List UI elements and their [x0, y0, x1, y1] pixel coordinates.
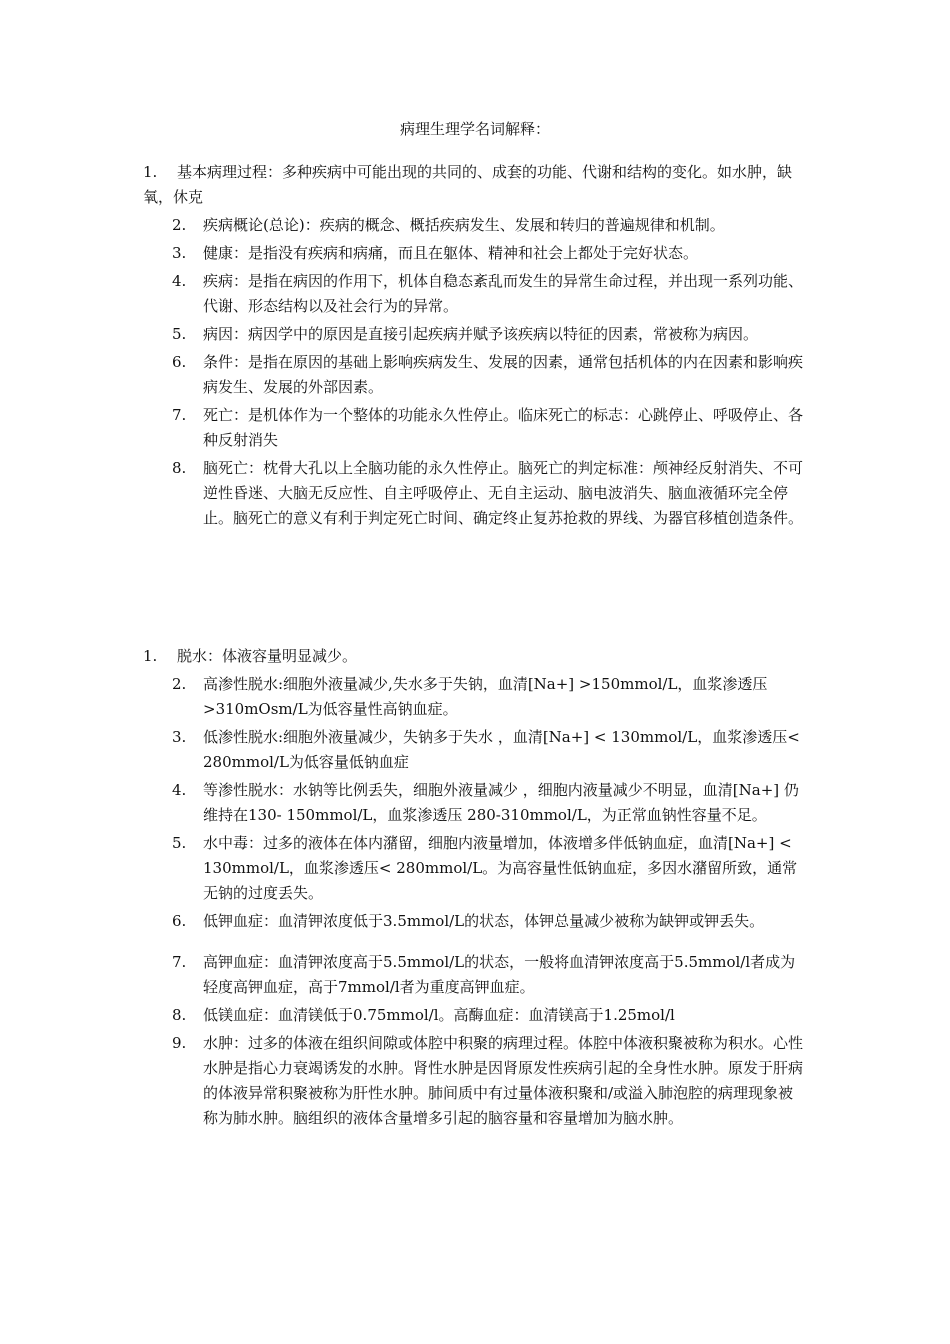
- item-text: 高渗性脱水:细胞外液量减少,失水多于失钠，血清[Na+] >150mmol/L，血浆渗透压>310mOsm/L为低容量性高钠血症。: [203, 675, 768, 718]
- list-item: [172, 241, 808, 266]
- item-number: 7.: [172, 406, 187, 424]
- item-text: 条件：是指在原因的基础上影响疾病发生、发展的因素，通常包括机体的内在因素和影响疾病发生、发展的外部因素。: [203, 353, 804, 396]
- list-item: [172, 725, 808, 775]
- list-item: [172, 456, 808, 531]
- section-definitions-general: [0, 160, 950, 531]
- list-item: [172, 213, 808, 238]
- item-text: 水肿：过多的体液在组织间隙或体腔中积聚的病理过程。体腔中体液积聚被称为积水。心性水肿是指心力衰竭诱发的水肿。肾性水肿是因肾原发性疾病引起的全身性水肿。原发于肝病的体液异常积聚被称为肝性水肿。肺间质中有过量体液积聚和/或溢入肺泡腔的病理现象被称为肺水肿。脑组织的液体含量增多引起的脑容量和容量增加为脑水肿。: [203, 1034, 804, 1127]
- section-definitions-fluid-electrolyte: [0, 644, 950, 1131]
- list-item: [172, 1031, 808, 1131]
- item-number: 6.: [172, 912, 187, 930]
- item-number: 8.: [172, 1006, 187, 1024]
- list-item: [143, 160, 807, 210]
- item-number: 5.: [172, 325, 187, 343]
- item-number: 2.: [172, 216, 187, 234]
- item-text: 疾病概论(总论)：疾病的概念、概括疾病发生、发展和转归的普遍规律和机制。: [203, 216, 725, 234]
- item-number: 3.: [172, 728, 187, 746]
- list-item: [172, 672, 808, 722]
- item-text: 基本病理过程：多种疾病中可能出现的共同的、成套的功能、代谢和结构的变化。如水肿，缺氧，休克: [143, 163, 793, 206]
- item-number: 6.: [172, 353, 187, 371]
- item-number: 4.: [172, 781, 187, 799]
- item-number: 5.: [172, 834, 187, 852]
- item-text: 死亡：是机体作为一个整体的功能永久性停止。临床死亡的标志：心跳停止、呼吸停止、各种反射消失: [203, 406, 804, 449]
- item-number: 1.: [143, 647, 158, 665]
- item-text: 健康：是指没有疾病和病痛，而且在躯体、精神和社会上都处于完好状态。: [203, 244, 699, 262]
- item-number: 3.: [172, 244, 187, 262]
- list-item: [172, 403, 808, 453]
- list-item: [172, 1003, 808, 1028]
- list-item: [172, 950, 808, 1000]
- item-text: 脑死亡：枕骨大孔以上全脑功能的永久性停止。脑死亡的判定标准：颅神经反射消失、不可逆性昏迷、大脑无反应性、自主呼吸停止、无自主运动、脑电波消失、脑血液循环完全停止。脑死亡的意义有利于判定死亡时间、确定终止复苏抢救的界线、为器官移植创造条件。: [203, 459, 804, 527]
- item-number: 7.: [172, 953, 187, 971]
- item-number: 2.: [172, 675, 187, 693]
- item-number: 9.: [172, 1034, 187, 1052]
- item-text: 低镁血症：血清镁低于0.75mmol/l。高酶血症：血清镁高于1.25mol/l: [203, 1006, 675, 1024]
- list-item: [172, 909, 808, 934]
- list-item: [143, 644, 807, 669]
- item-text: 低钾血症：血清钾浓度低于3.5mmol/L的状态，体钾总量减少被称为缺钾或钾丢失。: [203, 912, 765, 930]
- list-item: [172, 322, 808, 347]
- item-number: 8.: [172, 459, 187, 477]
- item-number: 4.: [172, 272, 187, 290]
- item-text: 低渗性脱水:细胞外液量减少，失钠多于失水 ，血清[Na+] < 130mmol/L，血浆渗透压< 280mmol/L为低容量低钠血症: [203, 728, 800, 771]
- item-text: 水中毒：过多的液体在体内潴留，细胞内液量增加，体液增多伴低钠血症，血清[Na+] < 130mmol/L，血浆渗透压< 280mmol/L。为高容量性低钠血症，多因水潴留所致，通常无钠的过度丢失。: [203, 834, 798, 902]
- item-text: 疾病：是指在病因的作用下，机体自稳态紊乱而发生的异常生命过程，并出现一系列功能、代谢、形态结构以及社会行为的异常。: [203, 272, 804, 315]
- page-title: 病理生理学名词解释：: [399, 120, 550, 138]
- list-item: [172, 778, 808, 828]
- item-text: 脱水：体液容量明显减少。: [177, 647, 358, 665]
- list-item: [172, 350, 808, 400]
- list-item: [172, 831, 808, 906]
- list-item: [172, 269, 808, 319]
- item-text: 等渗性脱水：水钠等比例丢失，细胞外液量减少 ，细胞内液量减少不明显，血清[Na+] 仍维持在130- 150mmol/L，血浆渗透压 280-310mmol/L，为正常血钠性容量不足。: [203, 781, 799, 824]
- item-text: 病因：病因学中的原因是直接引起疾病并赋予该疾病以特征的因素，常被称为病因。: [203, 325, 759, 343]
- item-number: 1.: [143, 163, 158, 181]
- item-text: 高钾血症：血清钾浓度高于5.5mmol/L的状态，一般将血清钾浓度高于5.5mmol/l者成为轻度高钾血症，高于7mmol/l者为重度高钾血症。: [203, 953, 796, 996]
